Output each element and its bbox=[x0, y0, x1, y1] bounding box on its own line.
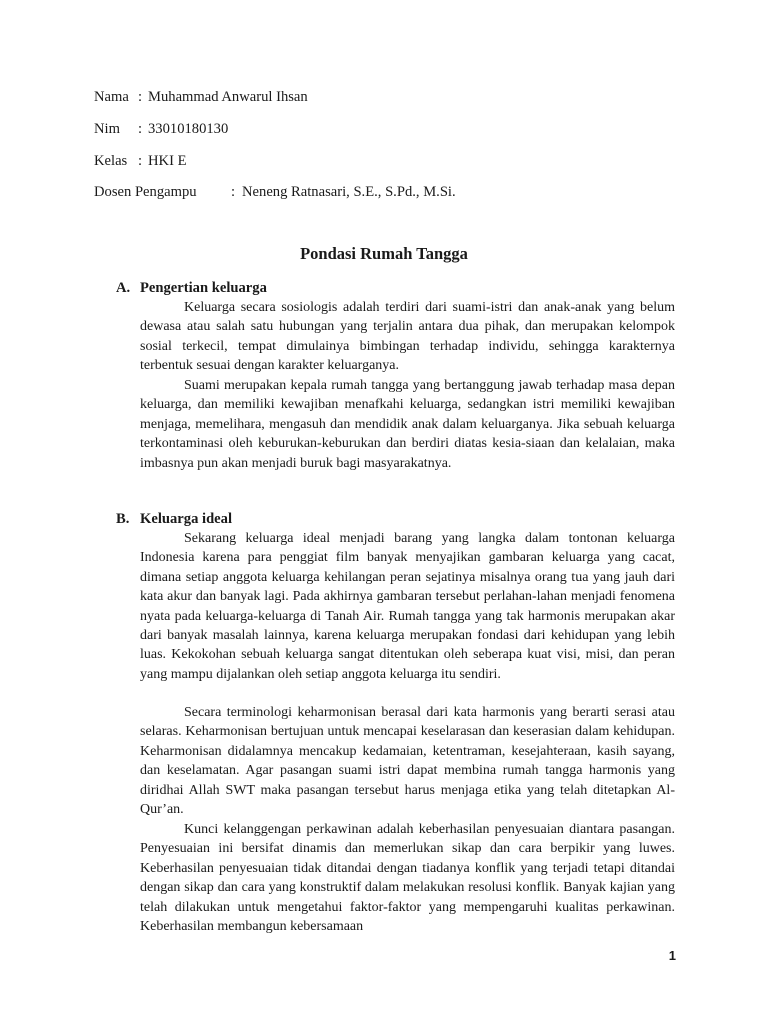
section-b-paragraph-1: Sekarang keluarga ideal menjadi barang yang langka dalam tontonan keluarga Indonesia karena para penggiat film banyak menyajikan gambaran keluarga yang cacat, dimana setiap anggota keluarga kehilangan peran sejatinya misalnya orang tua yang jauh dari kata akur dan banyak lagi. Pada akhirnya gambaran tersebut perlahan-lahan menjadi fenomena nyata pada keluarga-keluarga di Tanah Air. Rumah tangga yang tak harmonis merupakan akar dari banyak masalah lainnya, karena keluarga merupakan fondasi dari kehidupan yang lebih luas. Kekokohan sebuah keluarga sangat ditentukan oleh seberapa kuat visi, misi, dan peran yang mampu dijalankan oleh setiap anggota keluarga itu sendiri. bbox=[140, 531, 675, 682]
section-a-letter: A. bbox=[116, 280, 131, 296]
kelas-value: HKI E bbox=[148, 153, 187, 169]
section-b-heading bbox=[116, 510, 232, 529]
section-a-paragraph-2: Suami merupakan kepala rumah tangga yang bertanggung jawab terhadap masa depan keluarga, dan memiliki kewajiban menafkahi keluarga, sedangkan istri memiliki kewajiban menjaga, memelihara, mengasuh dan mendidik anak dalam keluarganya. Jika sebuah keluarga terkontaminasi oleh keburukan-keburukan dan berdiri diatas kesia-siaan dan kelalaian, maka imbasnya pun akan menjadi buruk bagi masyarakatnya. bbox=[140, 378, 675, 471]
lecturer-row bbox=[94, 183, 456, 201]
dosen-separator: : bbox=[231, 184, 236, 200]
nim-separator: : bbox=[138, 121, 143, 137]
section-a-paragraph-1: Keluarga secara sosiologis adalah terdiri dari suami-istri dan anak-anak yang belum dewasa atau salah satu hubungan yang terjalin antara dua pihak, dan merupakan kelompok sosial terkecil, tempat dimulainya bimbingan terhadap individu, sehingga karakternya terbentuk sesuai dengan karakter keluarganya. bbox=[140, 300, 675, 374]
dosen-label: Dosen Pengampu bbox=[94, 184, 197, 200]
nama-value: Muhammad Anwarul Ihsan bbox=[148, 89, 308, 105]
document-title: Pondasi Rumah Tangga bbox=[300, 244, 468, 263]
page-number: 1 bbox=[668, 948, 676, 963]
section-a-title: Pengertian keluarga bbox=[140, 280, 267, 296]
nim-label: Nim bbox=[94, 121, 120, 137]
nama-separator: : bbox=[138, 89, 143, 105]
section-b-title: Keluarga ideal bbox=[140, 511, 233, 527]
section-b-paragraph-2: Secara terminologi keharmonisan berasal dari kata harmonis yang berarti serasi atau selaras. Keharmonisan bertujuan untuk mencapai keselarasan dan keserasian dalam kehidupan. Keharmonisan didalamnya mencakup kedamaian, ketentraman, kesejahteraan, kasih sayang, dan keselamatan. Agar pasangan suami istri dapat membina rumah tangga harmonis yang diridhai Allah SWT maka pasangan tersebut harus menjaga etika yang telah ditetapkan Al-Qur’an. bbox=[140, 705, 675, 818]
student-nim-row bbox=[94, 120, 228, 138]
section-b-paragraph-3: Kunci kelanggengan perkawinan adalah keberhasilan penyesuaian diantara pasangan. Penyesuaian ini bersifat dinamis dan memerlukan sikap dan cara berpikir yang luwes. Keberhasilan penyesuaian tidak ditandai dengan tiadanya konflik yang terjadi tetapi ditandai dengan sikap dan cara yang konstruktif dalam melakukan resolusi konflik. Banyak kajian yang telah dilakukan untuk mengetahui faktor-faktor yang mempengaruhi kualitas perkawinan. Keberhasilan membangun kebersamaan bbox=[140, 822, 675, 935]
nama-label: Nama bbox=[94, 89, 129, 105]
nim-value: 33010180130 bbox=[148, 121, 229, 137]
student-name-row bbox=[94, 88, 308, 106]
kelas-label: Kelas bbox=[94, 153, 128, 169]
section-b-letter: B. bbox=[116, 511, 130, 527]
section-a-heading bbox=[116, 279, 267, 298]
dosen-value: Neneng Ratnasari, S.E., S.Pd., M.Si. bbox=[242, 184, 456, 200]
student-class-row bbox=[94, 152, 187, 170]
kelas-separator: : bbox=[138, 153, 143, 169]
